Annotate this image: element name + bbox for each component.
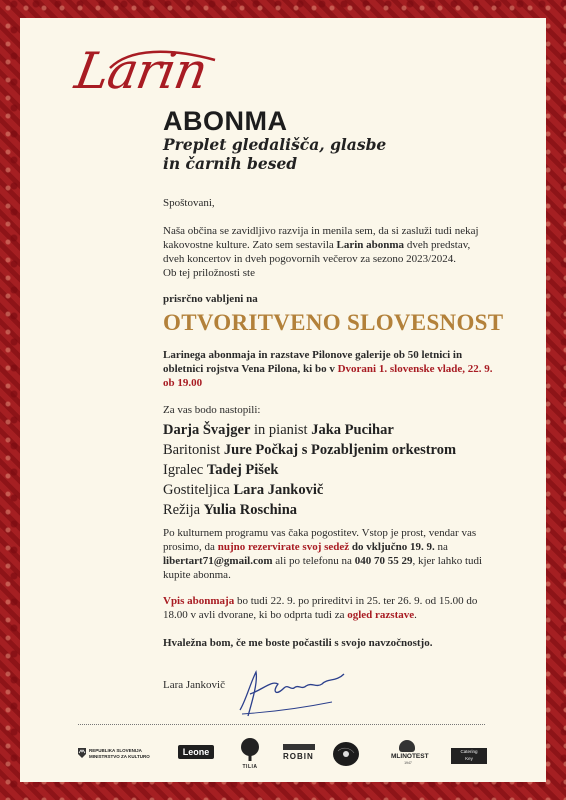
performer-role: Gostiteljica bbox=[163, 482, 234, 498]
reservation-deadline: do vključno 19. 9. bbox=[349, 541, 435, 553]
performer-role: in pianist bbox=[250, 422, 312, 438]
event-venue: Dvorani 1. slovenske vlade, 22. 9. ob 19.00 bbox=[163, 363, 493, 389]
intro-text-1: Naša občina se zavidljivo razvija in menila sem, da si zasluži tudi nekaj kakovostne kulture. Zato sem sestavila bbox=[163, 225, 479, 251]
footer-divider bbox=[78, 724, 485, 725]
reservation-text: ali po telefonu na bbox=[272, 555, 355, 567]
robin-bar bbox=[283, 744, 315, 750]
contact-email[interactable]: libertart71@gmail.com bbox=[163, 555, 273, 567]
exhibition-highlight: ogled razstave bbox=[347, 609, 415, 621]
mlinotest-year: 1947 bbox=[404, 761, 412, 765]
performer-role: Baritonist bbox=[163, 442, 224, 458]
invite-line: prisrčno vabljeni na bbox=[163, 293, 258, 305]
performer-role: Režija bbox=[163, 502, 204, 518]
mlinotest-label: MLINOTEST bbox=[391, 753, 429, 760]
logo-abonma-wordmark: ABONMA bbox=[163, 106, 288, 136]
handwritten-signature-icon bbox=[232, 662, 352, 722]
performer-name: Yulia Roschina bbox=[203, 502, 298, 518]
reservation-text: na bbox=[434, 541, 448, 553]
performer-row bbox=[163, 460, 456, 480]
performer-name: Jaka Pucihar bbox=[311, 422, 394, 438]
intro-paragraph bbox=[163, 224, 493, 280]
performer-name: Tadej Pišek bbox=[206, 462, 279, 478]
slovenia-crest-icon bbox=[78, 748, 86, 758]
intro-text-2: dveh predstav, dveh koncertov in dveh pogovornih večerov za sezono 2023/2024. bbox=[163, 239, 471, 265]
signature-name: Lara Jankovič bbox=[163, 679, 225, 691]
sponsor-logos bbox=[78, 738, 490, 772]
performer-row bbox=[163, 440, 456, 460]
performer-row bbox=[163, 480, 456, 500]
sponsor-catering bbox=[451, 748, 487, 764]
intro-text-last: Ob tej priložnosti ste bbox=[163, 267, 255, 279]
subscription-text: bo tudi 22. 9. po prireditvi in 25. ter 26. 9. od 15.00 do 18.00 v avli dvorane, ki bo odprta tudi za bbox=[163, 595, 478, 621]
vinyl-record-icon bbox=[332, 741, 360, 767]
performer-row bbox=[163, 420, 456, 440]
event-desc-text: Larinega abonmaja in razstave Pilonove galerije ob 50 letnici in obletnici rojstva Vena Pilona, ki bo v bbox=[163, 349, 463, 375]
performer-name: Jure Počkaj s Pozabljenim orkestrom bbox=[223, 442, 457, 458]
contact-phone[interactable]: 040 70 55 29 bbox=[354, 555, 413, 567]
sponsor-vinyl bbox=[332, 741, 360, 767]
performer-name: Darja Švajger bbox=[163, 422, 251, 438]
performer-row bbox=[163, 500, 456, 520]
performer-role: Igralec bbox=[163, 462, 207, 478]
subscription-paragraph bbox=[163, 594, 493, 622]
tilia-label: TILIA bbox=[242, 764, 258, 770]
logo-larin-script: Larin bbox=[70, 42, 212, 100]
reservation-highlight: nujno rezervirate svoj sedež bbox=[217, 541, 350, 553]
subscription-text: . bbox=[414, 609, 417, 621]
catering-line-2: Key bbox=[465, 756, 473, 761]
performers-list bbox=[163, 420, 456, 520]
sponsor-tilia bbox=[235, 738, 265, 770]
sponsor-leone: Leone bbox=[178, 745, 214, 759]
sponsor-robin bbox=[283, 744, 315, 764]
ministry-line-1: REPUBLIKA SLOVENIJA bbox=[89, 748, 142, 753]
greeting: Spoštovani, bbox=[163, 197, 215, 209]
tagline bbox=[163, 135, 386, 173]
intro-highlight: Larin abonma bbox=[336, 239, 405, 251]
event-title: OTVORITVENO SLOVESNOST bbox=[163, 310, 504, 335]
tree-icon bbox=[235, 738, 265, 762]
tagline-line-2: in čarnih besed bbox=[163, 154, 298, 173]
sponsor-mlinotest bbox=[391, 740, 429, 768]
mlinotest-emblem bbox=[399, 740, 415, 752]
tagline-line-1: Preplet gledališča, glasbe bbox=[163, 135, 387, 154]
closing-line: Hvaležna bom, če me boste počastili s svojo navzočnostjo. bbox=[163, 637, 433, 649]
performer-name: Lara Jankovič bbox=[233, 482, 324, 498]
subscription-highlight: Vpis abonmaja bbox=[163, 595, 235, 607]
catering-line-1: Catering bbox=[460, 749, 478, 754]
event-description bbox=[163, 348, 493, 390]
reservation-text: Po kulturnem programu vas čaka pogostitev. Vstop je prost, vendar vas prosimo, da bbox=[163, 527, 477, 553]
performers-intro: Za vas bodo nastopili: bbox=[163, 404, 261, 416]
robin-label: ROBIN bbox=[283, 752, 314, 761]
reservation-paragraph bbox=[163, 526, 493, 582]
reservation-text: , kjer lahko tudi kupite abonma. bbox=[163, 555, 483, 581]
ministry-line-2: MINISTRSTVO ZA KULTURO bbox=[89, 753, 150, 759]
